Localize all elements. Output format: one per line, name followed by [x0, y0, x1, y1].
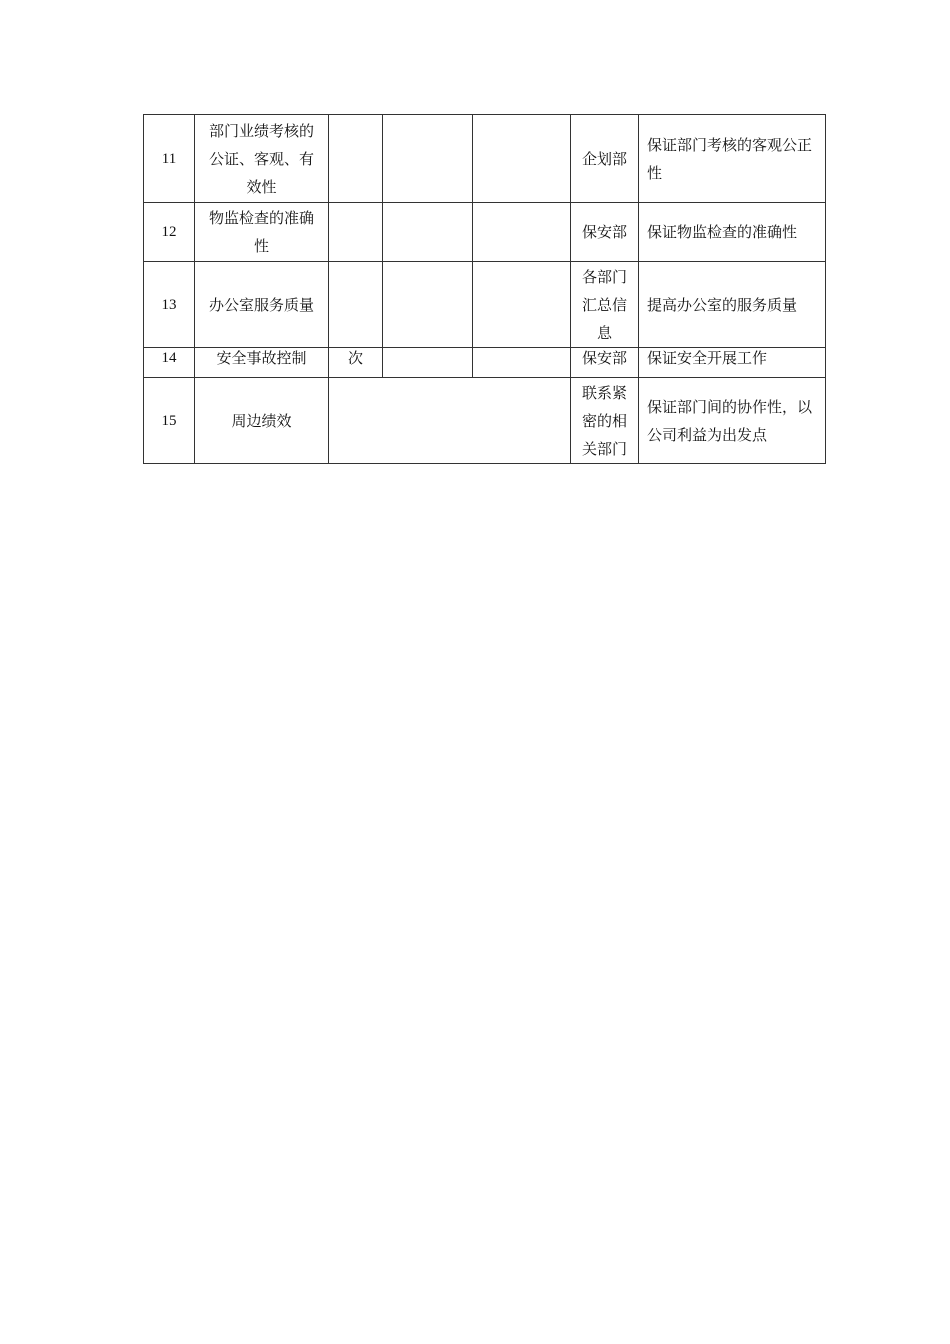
row-number: 12	[144, 203, 195, 262]
empty-cell	[473, 115, 571, 203]
empty-cell	[383, 262, 473, 348]
purpose-cell: 保证部门间的协作性，以公司利益为出发点	[639, 378, 826, 464]
assessment-item: 办公室服务质量	[195, 262, 329, 348]
responsible-dept: 保安部	[571, 203, 639, 262]
purpose-cell: 保证安全开展工作	[639, 348, 826, 378]
assessment-item: 安全事故控制	[195, 348, 329, 378]
assessment-item: 物监检查的准确性	[195, 203, 329, 262]
purpose-cell: 保证部门考核的客观公正性	[639, 115, 826, 203]
empty-cell	[383, 115, 473, 203]
table-row	[144, 262, 826, 348]
assessment-item: 部门业绩考核的公证、客观、有效性	[195, 115, 329, 203]
unit-cell	[329, 203, 383, 262]
empty-cell	[383, 348, 473, 378]
unit-cell: 次	[329, 348, 383, 378]
empty-cell	[383, 203, 473, 262]
empty-cell	[473, 203, 571, 262]
row-number: 13	[144, 262, 195, 348]
row-number: 14	[144, 348, 195, 378]
empty-cell	[473, 262, 571, 348]
row-number: 15	[144, 378, 195, 464]
merged-empty-cell	[329, 378, 571, 464]
responsible-dept: 保安部	[571, 348, 639, 378]
assessment-item: 周边绩效	[195, 378, 329, 464]
responsible-dept: 企划部	[571, 115, 639, 203]
empty-cell	[473, 348, 571, 378]
purpose-cell: 保证物监检查的准确性	[639, 203, 826, 262]
table-row	[144, 115, 826, 203]
row-number: 11	[144, 115, 195, 203]
unit-cell	[329, 115, 383, 203]
purpose-cell: 提高办公室的服务质量	[639, 262, 826, 348]
table-row	[144, 348, 826, 378]
kpi-table	[143, 114, 826, 464]
responsible-dept: 联系紧密的相关部门	[571, 378, 639, 464]
responsible-dept: 各部门汇总信息	[571, 262, 639, 348]
table-row	[144, 203, 826, 262]
unit-cell	[329, 262, 383, 348]
table-row	[144, 378, 826, 464]
